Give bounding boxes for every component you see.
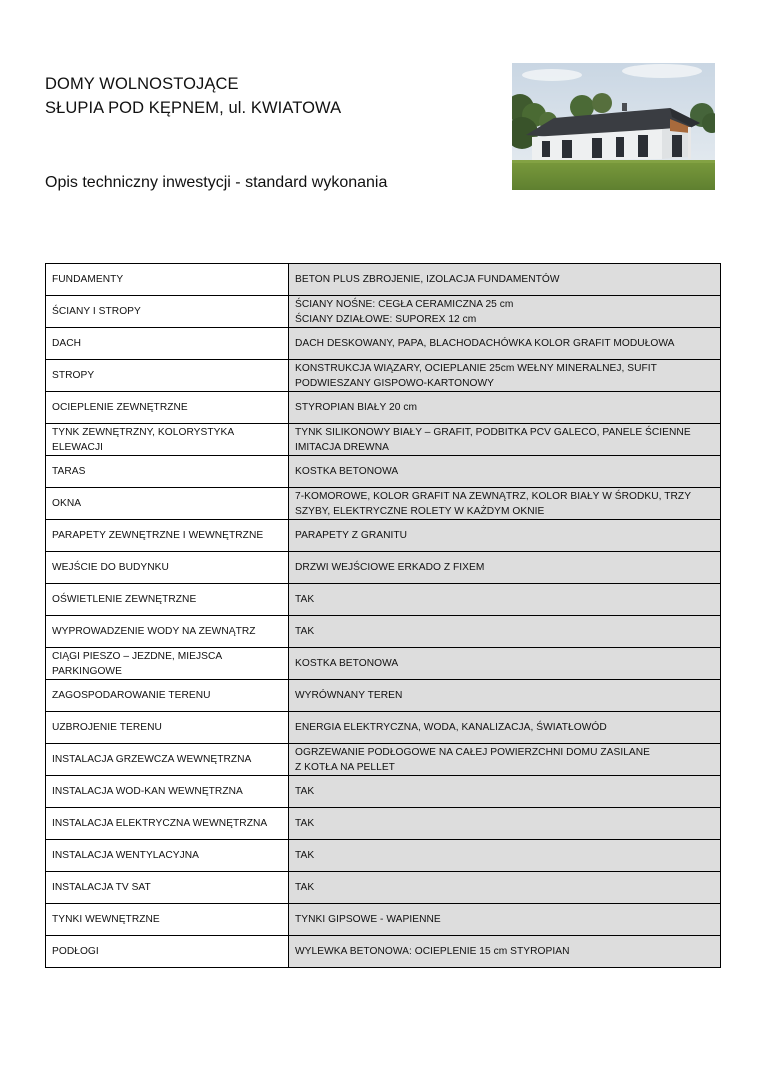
row-value: KONSTRUKCJA WIĄZARY, OCIEPLANIE 25cm WEŁNY MINERALNEJ, SUFIT PODWIESZANY GISPOWO-KARTONOWY [289,360,721,392]
table-row [46,872,721,904]
row-label: STROPY [46,360,289,392]
row-label: UZBROJENIE TERENU [46,712,289,744]
table-row [46,808,721,840]
row-label: ZAGOSPODAROWANIE TERENU [46,680,289,712]
row-label: CIĄGI PIESZO – JEZDNE, MIEJSCA PARKINGOWE [46,648,289,680]
row-label: INSTALACJA TV SAT [46,872,289,904]
row-value [289,744,721,776]
table-row [46,360,721,392]
document-subtitle: Opis techniczny inwestycji - standard wykonania [45,174,388,191]
row-value: TYNK SILIKONOWY BIAŁY – GRAFIT, PODBITKA PCV GALECO, PANELE ŚCIENNE IMITACJA DREWNA [289,424,721,456]
row-value: STYROPIAN BIAŁY 20 cm [289,392,721,424]
row-value: KOSTKA BETONOWA [289,648,721,680]
row-label: INSTALACJA WOD-KAN WEWNĘTRZNA [46,776,289,808]
table-row [46,616,721,648]
table-row [46,904,721,936]
row-label: OKNA [46,488,289,520]
row-label: INSTALACJA WENTYLACYJNA [46,840,289,872]
table-row [46,648,721,680]
row-label: DACH [46,328,289,360]
row-value: TAK [289,584,721,616]
row-label: INSTALACJA GRZEWCZA WEWNĘTRZNA [46,744,289,776]
row-value [289,296,721,328]
table-row [46,584,721,616]
table-row [46,936,721,968]
table-row [46,840,721,872]
row-label: WEJŚCIE DO BUDYNKU [46,552,289,584]
row-label: PARAPETY ZEWNĘTRZNE I WEWNĘTRZNE [46,520,289,552]
row-value-line-2: Z KOTŁA NA PELLET [295,761,395,773]
row-value: BETON PLUS ZBROJENIE, IZOLACJA FUNDAMENTÓW [289,264,721,296]
row-value: WYRÓWNANY TEREN [289,680,721,712]
row-value: TAK [289,840,721,872]
row-label: OŚWIETLENIE ZEWNĘTRZNE [46,584,289,616]
title-line-2: SŁUPIA POD KĘPNEM, ul. KWIATOWA [45,99,342,117]
row-label: INSTALACJA ELEKTRYCZNA WEWNĘTRZNA [46,808,289,840]
row-value: TAK [289,616,721,648]
table-row [46,552,721,584]
row-value: WYLEWKA BETONOWA: OCIEPLENIE 15 cm STYROPIAN [289,936,721,968]
table-row [46,488,721,520]
table-row [46,776,721,808]
row-value: ENERGIA ELEKTRYCZNA, WODA, KANALIZACJA, ŚWIATŁOWÓD [289,712,721,744]
table-row [46,264,721,296]
table-row [46,328,721,360]
row-label: ŚCIANY I STROPY [46,296,289,328]
title-line-1: DOMY WOLNOSTOJĄCE [45,75,239,93]
row-label: PODŁOGI [46,936,289,968]
row-value-line-1: ŚCIANY NOŚNE: CEGŁA CERAMICZNA 25 cm [295,298,514,310]
row-label: FUNDAMENTY [46,264,289,296]
document-title [45,72,341,120]
row-label: TYNK ZEWNĘTRZNY, KOLORYSTYKA ELEWACJI [46,424,289,456]
table-row [46,424,721,456]
table-row [46,392,721,424]
row-value-line-2: ŚCIANY DZIAŁOWE: SUPOREX 12 cm [295,313,477,325]
table-row [46,296,721,328]
row-value: TAK [289,808,721,840]
row-value: PARAPETY Z GRANITU [289,520,721,552]
row-value: DACH DESKOWANY, PAPA, BLACHODACHÓWKA KOLOR GRAFIT MODUŁOWA [289,328,721,360]
row-label: TYNKI WEWNĘTRZNE [46,904,289,936]
table-row [46,712,721,744]
spec-table [45,263,721,968]
row-value: DRZWI WEJŚCIOWE ERKADO Z FIXEM [289,552,721,584]
row-value: TAK [289,872,721,904]
table-row [46,744,721,776]
table-row [46,456,721,488]
row-value: KOSTKA BETONOWA [289,456,721,488]
row-label: TARAS [46,456,289,488]
row-value: 7-KOMOROWE, KOLOR GRAFIT NA ZEWNĄTRZ, KOLOR BIAŁY W ŚRODKU, TRZY SZYBY, ELEKTRYCZNE ROLETY W KAŻDYM OKNIE [289,488,721,520]
table-row [46,680,721,712]
row-value: TAK [289,776,721,808]
row-label: WYPROWADZENIE WODY NA ZEWNĄTRZ [46,616,289,648]
table-row [46,520,721,552]
row-label: OCIEPLENIE ZEWNĘTRZNE [46,392,289,424]
house-photo [512,63,715,190]
row-value-line-1: OGRZEWANIE PODŁOGOWE NA CAŁEJ POWIERZCHNI DOMU ZASILANE [295,746,651,758]
row-value: TYNKI GIPSOWE - WAPIENNE [289,904,721,936]
